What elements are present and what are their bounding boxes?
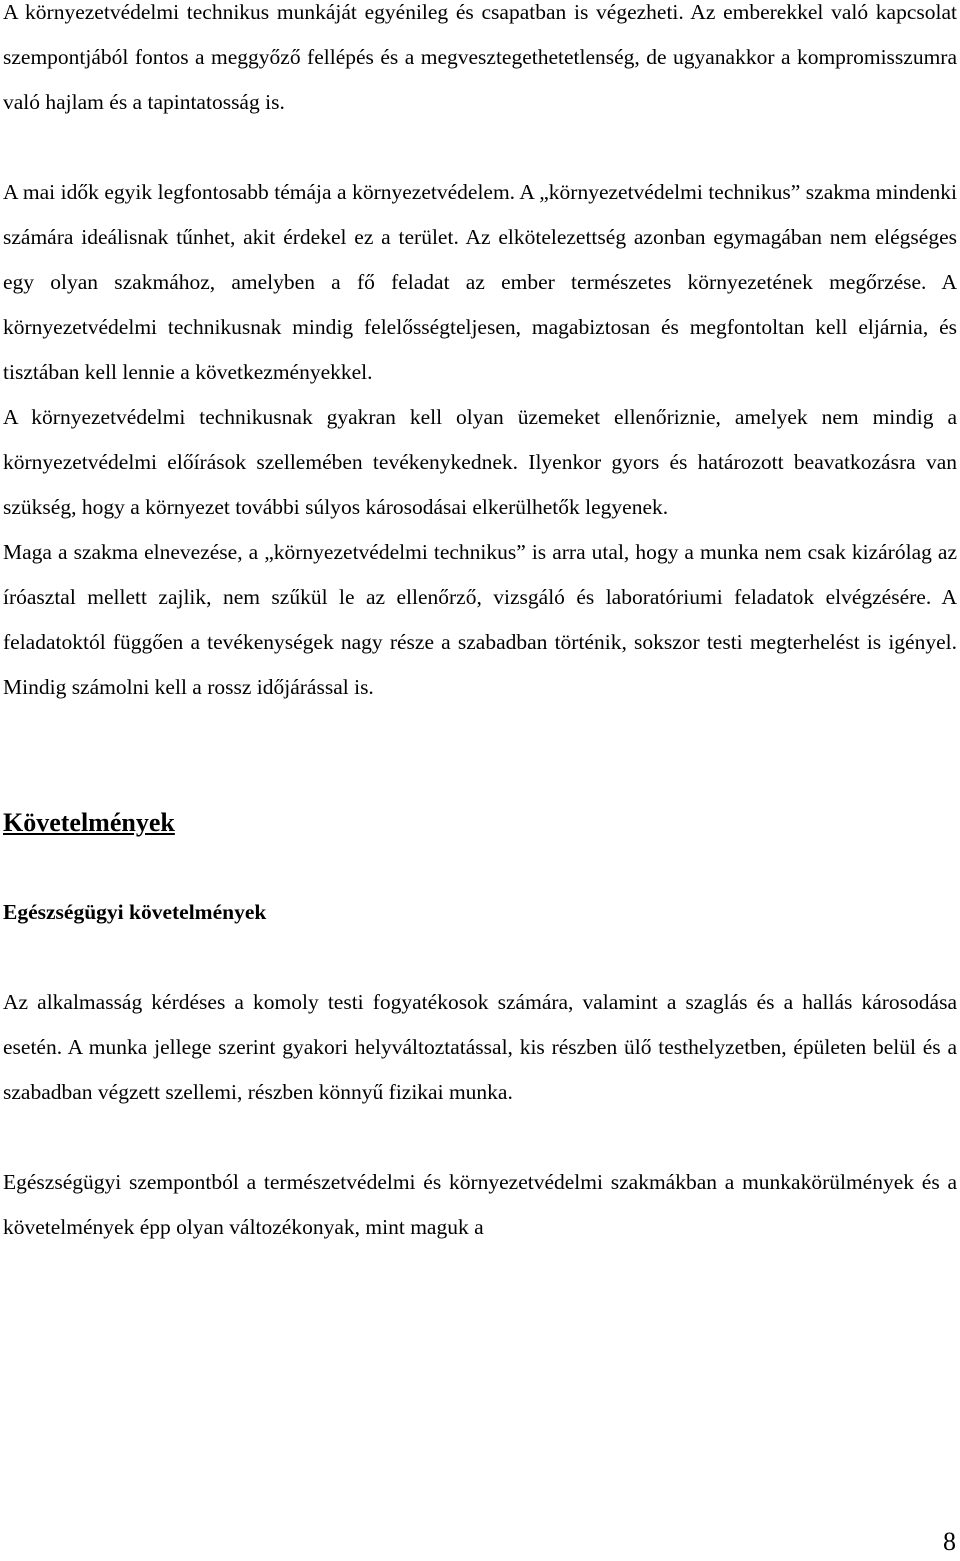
paragraph-importance: A mai idők egyik legfontosabb témája a környezetvédelem. A „környezetvédelmi technikus” szakma mindenki számára ideálisnak tűnhet, akit érdekel ez a terület. Az elkötelezettség azonban egymagában nem elégséges egy olyan szakmához, amelyben a fő feladat az ember természetes környezetének megőrzése. A környezetvédelmi technikusnak mindig felelősségteljesen, magabiztosan és megfontoltan kell eljárnia, és tisztában kell lennie a következményekkel. <box>3 180 957 384</box>
paragraph-spacer <box>3 1115 957 1160</box>
section-spacer <box>3 710 957 800</box>
page-number: 8 <box>943 1527 956 1556</box>
subtitle-spacer <box>3 935 957 980</box>
paragraph-inspection: A környezetvédelmi technikusnak gyakran kell olyan üzemeket ellenőriznie, amelyek nem mindig a környezetvédelmi előírások szellemében tevékenykednek. Ilyenkor gyors és határozott beavatkozásra van szükség, hogy a környezet további súlyos károsodásai elkerülhetők legyenek. <box>3 405 957 519</box>
paragraph-health-conditions: Egészségügyi szempontból a természetvédelmi és környezetvédelmi szakmákban a munkakörülmények és a követelmények épp olyan változékonyak, mint maguk a <box>3 1170 957 1239</box>
subsection-title: Egészségügyi követelmények <box>3 900 267 924</box>
paragraph-teamwork: A környezetvédelmi technikus munkáját egyénileg és csapatban is végezheti. Az emberekkel való kapcsolat szempontjából fontos a meggyőző fellépés és a megvesztegethetetlenség, de ugyanakkor a kompromisszumra való hajlam és a tapintatosság is. <box>3 0 957 114</box>
section-title: Követelmények <box>3 808 175 837</box>
paragraph-spacer <box>3 125 957 170</box>
paragraph-health-fitness: Az alkalmasság kérdéses a komoly testi fogyatékosok számára, valamint a szaglás és a hallás károsodása esetén. A munka jellege szerint gyakori helyváltoztatással, kis részben ülő testhelyzetben, épületen belül és a szabadban végzett szellemi, részben könnyű fizikai munka. <box>3 990 957 1104</box>
document-page <box>3 0 957 1250</box>
paragraph-outdoor-work: Maga a szakma elnevezése, a „környezetvédelmi technikus” is arra utal, hogy a munka nem csak kizárólag az íróasztal mellett zajlik, nem szűkül le az ellenőrző, vizsgáló és laboratóriumi feladatok elvégzésére. A feladatoktól függően a tevékenységek nagy része a szabadban történik, sokszor testi megterhelést is igényel. Mindig számolni kell a rossz időjárással is. <box>3 540 957 699</box>
title-spacer <box>3 845 957 890</box>
